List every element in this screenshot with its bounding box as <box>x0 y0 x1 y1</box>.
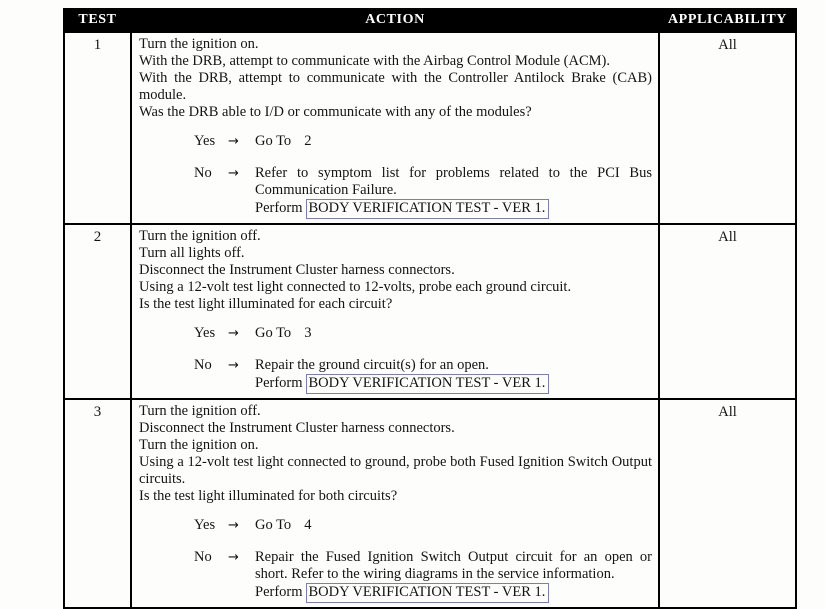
action-step-line: Disconnect the Instrument Cluster harness connectors. <box>139 420 455 436</box>
action-step-line: Disconnect the Instrument Cluster harness connectors. <box>139 262 455 278</box>
column-header-test: TEST <box>64 9 131 32</box>
no-instruction <box>255 357 652 394</box>
yes-instruction <box>255 133 652 150</box>
goto-text: Go To <box>255 325 292 341</box>
perform-prefix: Perform <box>255 584 303 600</box>
no-instruction <box>255 165 652 219</box>
action-steps <box>139 403 652 505</box>
action-step-line: With the DRB, attempt to communicate with the Controller Antilock Brake (CAB) module. <box>139 70 652 103</box>
perform-prefix: Perform <box>255 200 303 216</box>
action-step-line: Using a 12-volt test light connected to 12-volts, probe each ground circuit. <box>139 279 572 295</box>
diagnostic-test-table <box>63 8 797 609</box>
yes-instruction <box>255 325 652 342</box>
table-row <box>64 224 796 399</box>
body-verification-test-link[interactable]: BODY VERIFICATION TEST - VER 1. <box>306 199 550 219</box>
goto-text: Go To <box>255 517 292 533</box>
column-header-action: ACTION <box>131 9 659 32</box>
yes-label: Yes <box>194 133 216 149</box>
table-header-row <box>64 9 796 32</box>
yes-instruction <box>255 517 652 534</box>
arrow-right-icon: → <box>228 326 239 341</box>
action-cell <box>131 399 659 608</box>
action-step-line: Was the DRB able to I/D or communicate with any of the modules? <box>139 104 532 120</box>
arrow-right-icon: → <box>228 550 239 565</box>
yes-branch <box>194 517 652 534</box>
no-instruction-text: Refer to symptom list for problems related to the PCI Bus Communication Failure. <box>255 165 652 198</box>
perform-prefix: Perform <box>255 375 303 391</box>
test-table-body <box>64 32 796 608</box>
column-header-applicability: APPLICABILITY <box>659 9 796 32</box>
action-step-line: Turn the ignition off. <box>139 228 261 244</box>
perform-line <box>255 199 652 219</box>
yes-branch <box>194 325 652 342</box>
no-label: No <box>194 165 212 181</box>
action-steps <box>139 228 652 313</box>
table-row <box>64 399 796 608</box>
test-number: 3 <box>64 399 131 608</box>
yes-label: Yes <box>194 325 216 341</box>
perform-line <box>255 374 652 394</box>
arrow-right-icon: → <box>228 358 239 373</box>
arrow-right-icon: → <box>228 166 239 181</box>
no-branch <box>194 549 652 603</box>
yes-label: Yes <box>194 517 216 533</box>
applicability-value: All <box>659 224 796 399</box>
perform-line <box>255 583 652 603</box>
no-label: No <box>194 549 212 565</box>
arrow-right-icon: → <box>228 518 239 533</box>
action-step-line: Is the test light illuminated for both circuits? <box>139 488 398 504</box>
yes-branch <box>194 133 652 150</box>
no-instruction <box>255 549 652 603</box>
goto-target-number: 3 <box>304 325 312 341</box>
no-branch <box>194 165 652 219</box>
action-step-line: Turn the ignition on. <box>139 437 259 453</box>
action-step-line: Turn the ignition off. <box>139 403 261 419</box>
action-cell <box>131 32 659 224</box>
action-step-line: Using a 12-volt test light connected to ground, probe both Fused Ignition Switch Output circuits. <box>139 454 652 487</box>
no-label: No <box>194 357 212 373</box>
applicability-value: All <box>659 399 796 608</box>
table-row <box>64 32 796 224</box>
action-step-line: Is the test light illuminated for each circuit? <box>139 296 393 312</box>
action-step-line: Turn the ignition on. <box>139 36 259 52</box>
action-step-line: With the DRB, attempt to communicate with the Airbag Control Module (ACM). <box>139 53 611 69</box>
goto-target-number: 4 <box>304 517 312 533</box>
body-verification-test-link[interactable]: BODY VERIFICATION TEST - VER 1. <box>306 583 550 603</box>
body-verification-test-link[interactable]: BODY VERIFICATION TEST - VER 1. <box>306 374 550 394</box>
action-step-line: Turn all lights off. <box>139 245 245 261</box>
arrow-right-icon: → <box>228 134 239 149</box>
no-branch <box>194 357 652 394</box>
applicability-value: All <box>659 32 796 224</box>
test-number: 2 <box>64 224 131 399</box>
no-instruction-text: Repair the ground circuit(s) for an open. <box>255 357 489 373</box>
goto-target-number: 2 <box>304 133 312 149</box>
action-cell <box>131 224 659 399</box>
goto-text: Go To <box>255 133 292 149</box>
action-steps <box>139 36 652 121</box>
test-number: 1 <box>64 32 131 224</box>
no-instruction-text: Repair the Fused Ignition Switch Output circuit for an open or short. Refer to the wiring diagrams in the service information. <box>255 549 652 582</box>
